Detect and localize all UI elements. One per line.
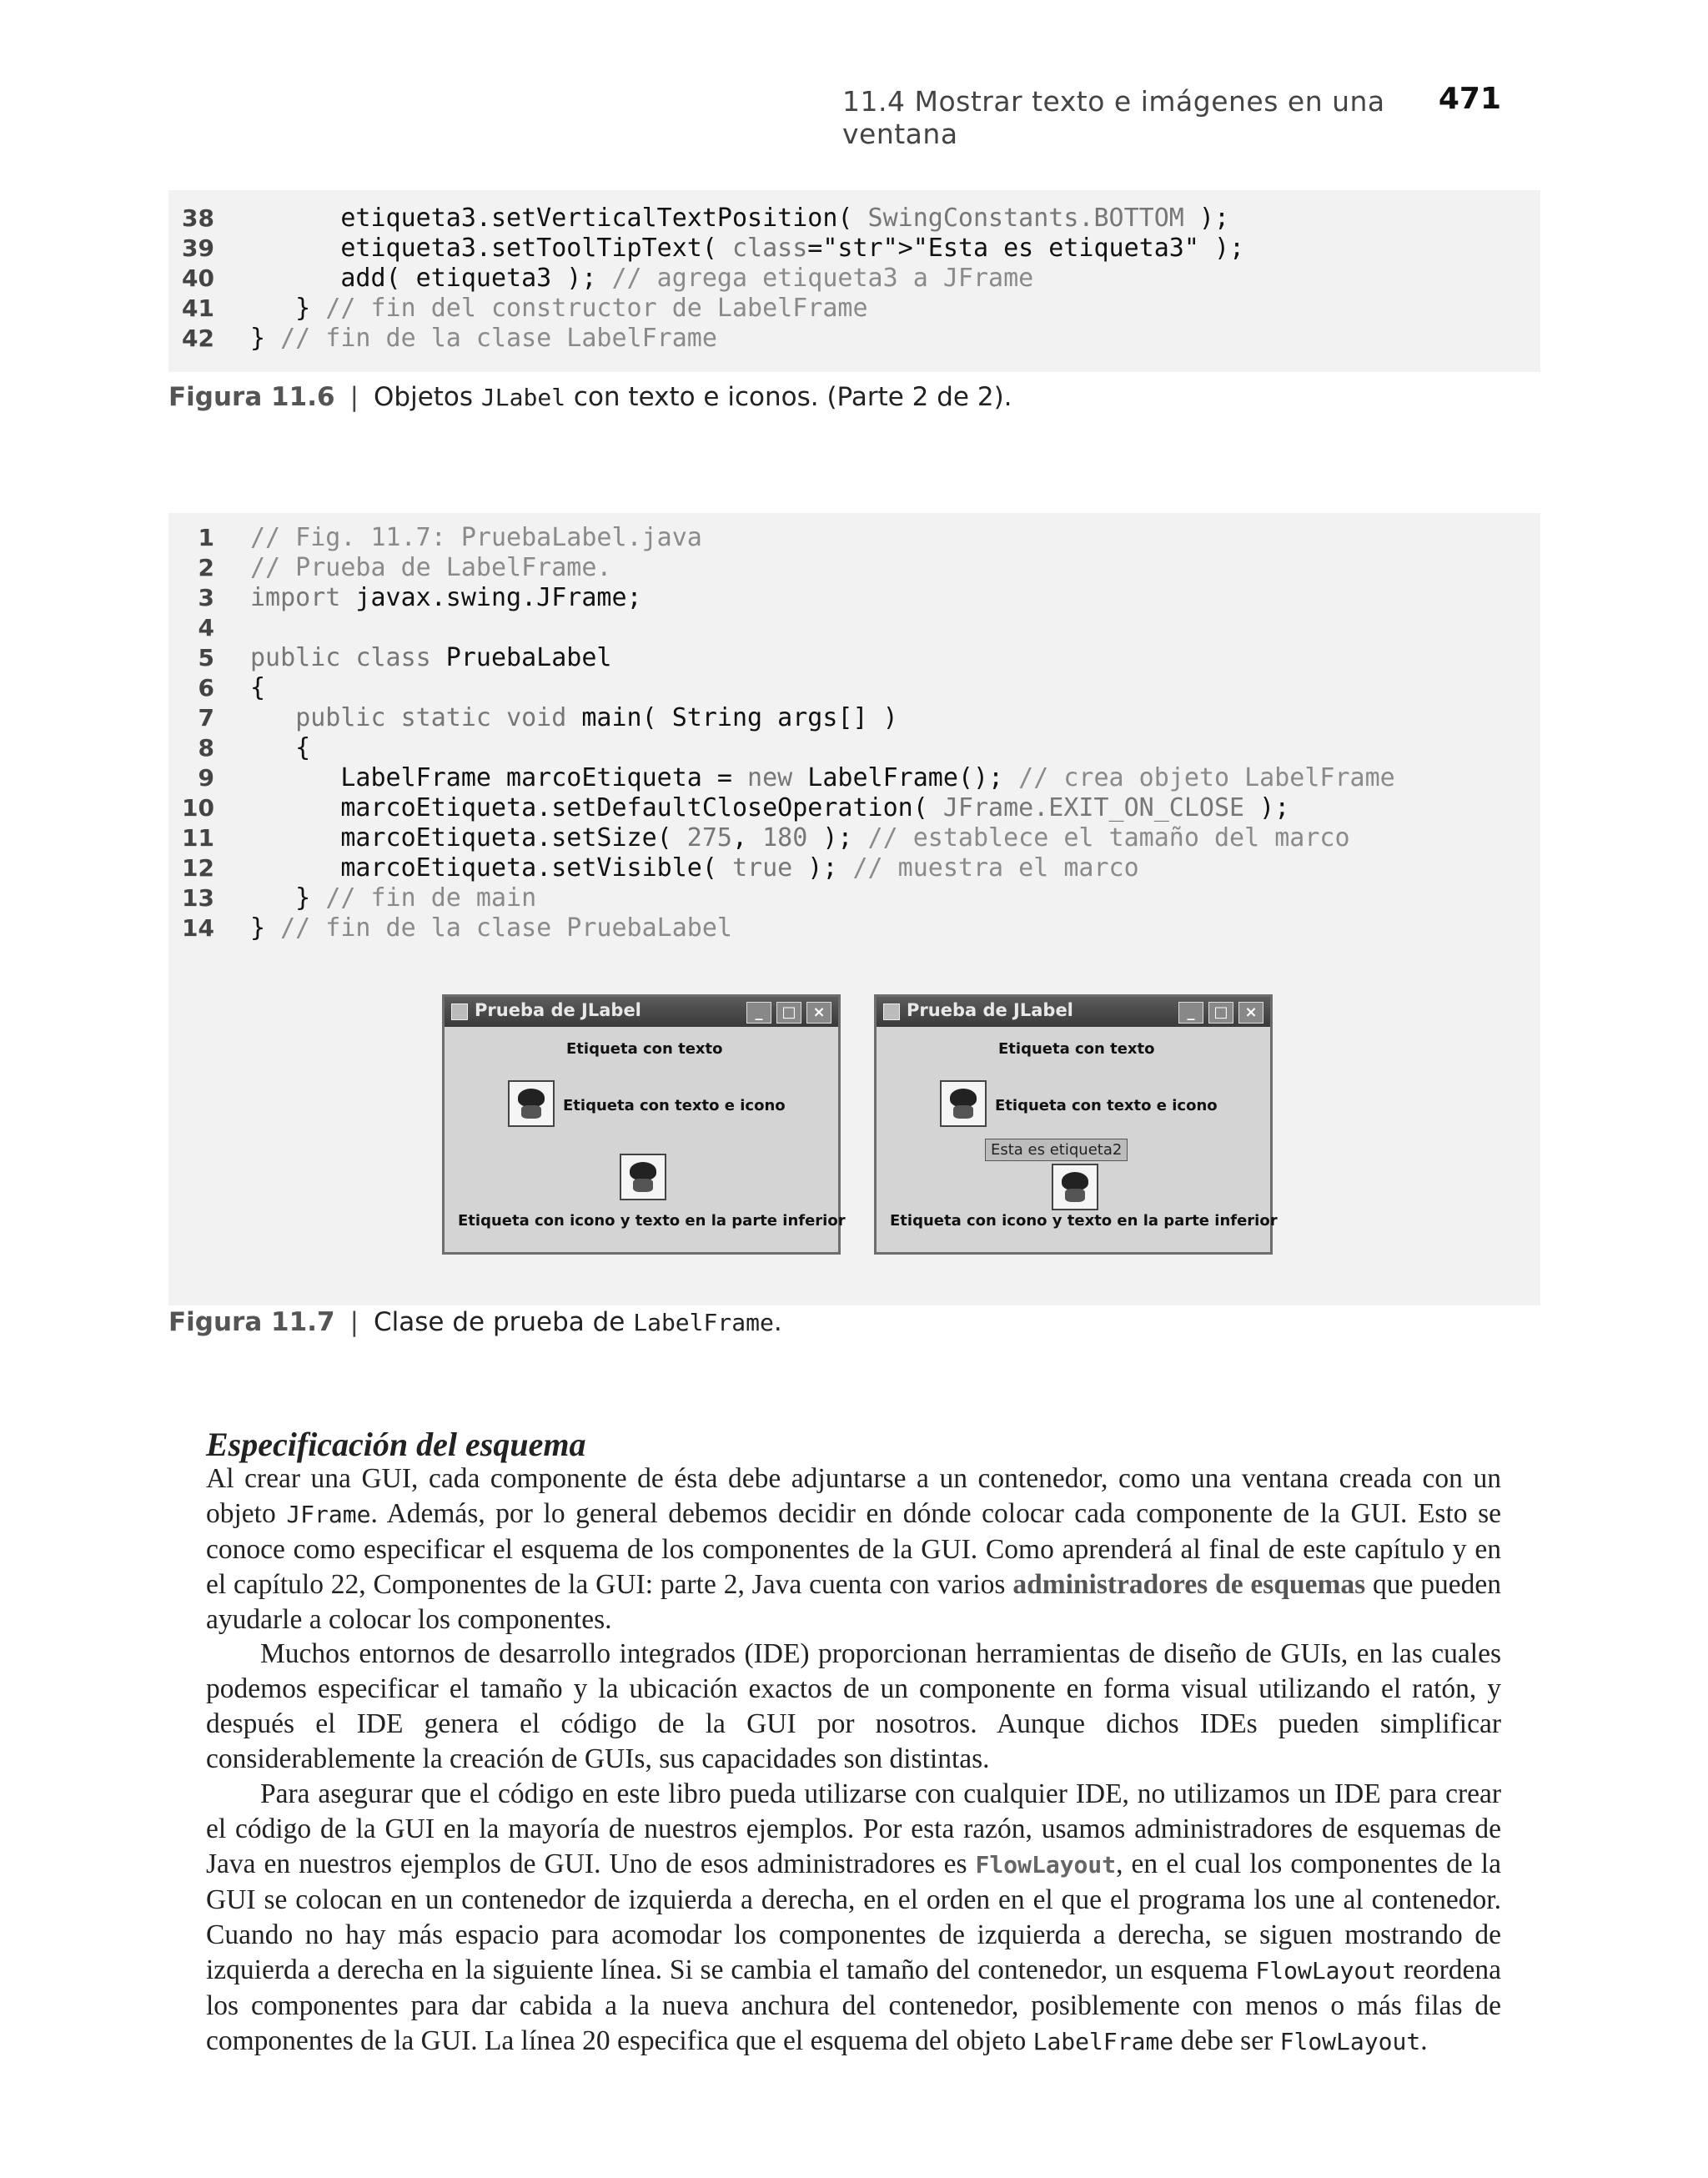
line-number: 12 bbox=[182, 854, 214, 882]
paragraph-3 bbox=[206, 1777, 1501, 2060]
inline-code: FlowLayout bbox=[1255, 1957, 1396, 1984]
java-app-icon bbox=[883, 1003, 900, 1020]
line-number: 1 bbox=[198, 524, 214, 551]
line-number: 41 bbox=[182, 294, 214, 322]
code-text: marcoEtiqueta.setVisible( true ); // muestra el marco bbox=[250, 853, 1139, 883]
code-line bbox=[168, 793, 1540, 823]
line-number: 13 bbox=[182, 884, 214, 912]
figure-caption-11-7 bbox=[168, 1307, 782, 1337]
line-number: 11 bbox=[182, 824, 214, 852]
line-number: 10 bbox=[182, 794, 214, 822]
code-line bbox=[168, 613, 1540, 643]
paragraph-text: . Además, por lo general debemos decidir en dónde colocar cada componente de la GUI. Esto se conoce como especificar el esquema de los componentes de la GUI. Como aprenderá al final de este capítulo y en el capítulo 22, Componentes de la GUI: parte 2, Java cuenta con varios bbox=[206, 1498, 1501, 1600]
page-number: 471 bbox=[1438, 82, 1501, 116]
bug-icon bbox=[508, 1080, 555, 1127]
code-line bbox=[168, 703, 1540, 733]
line-number: 2 bbox=[198, 554, 214, 581]
code-text: } // fin del constructor de LabelFrame bbox=[250, 294, 868, 323]
code-listing-fig-11-6 bbox=[168, 190, 1540, 372]
code-line bbox=[168, 763, 1540, 793]
caption-separator: | bbox=[349, 1307, 359, 1337]
line-number: 39 bbox=[182, 234, 214, 262]
figure-caption-11-6 bbox=[168, 382, 1012, 412]
inline-code: FlowLayout bbox=[1279, 2028, 1421, 2055]
code-text: public static void main( String args[] ) bbox=[295, 703, 898, 732]
code-text: public class PruebaLabel bbox=[250, 643, 612, 672]
code-text: import javax.swing.JFrame; bbox=[250, 583, 642, 612]
line-number: 6 bbox=[198, 674, 214, 702]
code-text: etiqueta3.setToolTipText( class="str">"Esta es etiqueta3" ); bbox=[250, 234, 1245, 263]
key-term: administradores de esquemas bbox=[1012, 1569, 1366, 1600]
paragraph-text: , en el cual los componentes de la GUI se colocan en un contenedor de izquierda a derecha, en el orden en el que el programa los une al contenedor. Cuando no hay más espacio para acomodar los componentes de izquierda a derecha, se siguen mostrando de izquierda a derecha en la siguiente línea. Si se cambia el tamaño del contenedor, un esquema bbox=[206, 1849, 1501, 1985]
inline-code: FlowLayout bbox=[975, 1851, 1117, 1879]
window-title-bar bbox=[445, 997, 838, 1027]
line-number: 4 bbox=[198, 614, 214, 641]
code-text: marcoEtiqueta.setSize( 275, 180 ); // establece el tamaño del marco bbox=[250, 823, 1350, 853]
paragraph-text: Para asegurar que el código en este libro pueda utilizarse con cualquier IDE, no utilizamos un IDE para crear el código de la GUI en la mayoría de nuestros ejemplos. Por esta razón, usamos administradores de esquemas de Java en nuestros ejemplos de GUI. Uno de esos administradores es bbox=[206, 1778, 1501, 1879]
line-number: 3 bbox=[198, 584, 214, 611]
code-line bbox=[168, 324, 1540, 354]
inline-code: JFrame bbox=[286, 1501, 371, 1528]
code-line bbox=[168, 853, 1540, 883]
caption-separator: | bbox=[349, 382, 359, 412]
code-text: // Prueba de LabelFrame. bbox=[250, 553, 612, 582]
paragraph-text: Muchos entornos de desarrollo integrados (IDE) proporcionan herramientas de diseño de GUIs, en las cuales podemos especificar el tamaño y la ubicación exactos de un componente en forma visual utilizando el ratón, y después el IDE genera el código de la GUI por nosotros. Aunque dichos IDEs pueden simplificar considerablemente la creación de GUIs, sus capacidades son distintas. bbox=[206, 1638, 1501, 1774]
jlabel-window-1 bbox=[442, 994, 846, 1255]
code-text: etiqueta3.setVerticalTextPosition( SwingConstants.BOTTOM ); bbox=[250, 204, 1230, 233]
line-number: 14 bbox=[182, 914, 214, 942]
minimize-icon[interactable]: _ bbox=[746, 1002, 771, 1024]
code-line bbox=[168, 523, 1540, 553]
line-number: 38 bbox=[182, 204, 214, 232]
code-text: } // fin de la clase LabelFrame bbox=[250, 324, 717, 353]
window-title-bar bbox=[877, 997, 1270, 1027]
code-line bbox=[168, 583, 1540, 613]
code-line bbox=[168, 204, 1540, 234]
code-text: add( etiqueta3 ); // agrega etiqueta3 a JFrame bbox=[250, 264, 1034, 293]
code-line bbox=[168, 643, 1540, 673]
caption-text-end: con texto e iconos. (Parte 2 de 2). bbox=[565, 382, 1012, 412]
label-text-and-icon: Etiqueta con texto e icono bbox=[563, 1097, 786, 1114]
code-line bbox=[168, 913, 1540, 943]
caption-code: LabelFrame bbox=[633, 1309, 774, 1336]
label-icon-text-bottom: Etiqueta con icono y texto en la parte inferior bbox=[890, 1212, 1278, 1230]
maximize-icon[interactable]: □ bbox=[776, 1002, 801, 1024]
bug-icon bbox=[1052, 1164, 1098, 1210]
close-icon[interactable]: × bbox=[1238, 1002, 1263, 1024]
code-text: } // fin de main bbox=[250, 883, 537, 913]
label-text-only: Etiqueta con texto bbox=[998, 1040, 1155, 1058]
caption-code: JLabel bbox=[480, 384, 566, 411]
code-text: } // fin de la clase PruebaLabel bbox=[250, 913, 732, 943]
line-number: 7 bbox=[198, 704, 214, 732]
code-line bbox=[168, 234, 1540, 264]
paragraph-2 bbox=[206, 1637, 1501, 1777]
window-content bbox=[882, 1032, 1278, 1247]
label-text-only: Etiqueta con texto bbox=[566, 1040, 723, 1058]
paragraph-1 bbox=[206, 1461, 1501, 1637]
caption-text-end: . bbox=[773, 1307, 782, 1337]
paragraph-text: Al crear una GUI, cada componente de ésta debe adjuntarse a un contenedor, como una ventana creada con un objeto bbox=[206, 1463, 1501, 1529]
code-text: marcoEtiqueta.setDefaultCloseOperation( JFrame.EXIT_ON_CLOSE ); bbox=[250, 793, 1290, 822]
window-content bbox=[450, 1032, 846, 1247]
line-number: 40 bbox=[182, 264, 214, 292]
code-listing-fig-11-7 bbox=[168, 513, 1540, 1305]
code-text: { bbox=[250, 673, 266, 702]
code-text: LabelFrame marcoEtiqueta = new LabelFrame(); // crea objeto LabelFrame bbox=[250, 763, 1395, 792]
bug-icon bbox=[940, 1080, 987, 1127]
inline-code: LabelFrame bbox=[1032, 2028, 1174, 2055]
line-number: 8 bbox=[198, 734, 214, 762]
paragraph-text: debe ser bbox=[1173, 2025, 1280, 2056]
paragraph-text: que pueden ayudarle a colocar los componentes. bbox=[206, 1569, 1502, 1635]
figure-number: Figura 11.7 bbox=[168, 1307, 335, 1337]
caption-text: Objetos bbox=[374, 382, 481, 412]
line-number: 5 bbox=[198, 644, 214, 672]
section-title: Especificación del esquema bbox=[206, 1426, 586, 1463]
caption-text: Clase de prueba de bbox=[374, 1307, 634, 1337]
code-line bbox=[168, 264, 1540, 294]
bug-icon bbox=[620, 1154, 666, 1200]
window-title: Prueba de JLabel bbox=[907, 1000, 1073, 1020]
close-icon[interactable]: × bbox=[806, 1002, 831, 1024]
jlabel-window-2 bbox=[874, 994, 1278, 1255]
line-number: 42 bbox=[182, 324, 214, 352]
tooltip: Esta es etiqueta2 bbox=[985, 1139, 1128, 1161]
minimize-icon[interactable]: _ bbox=[1178, 1002, 1203, 1024]
code-line bbox=[168, 294, 1540, 324]
code-line bbox=[168, 553, 1540, 583]
code-line bbox=[168, 733, 1540, 763]
label-icon-text-bottom: Etiqueta con icono y texto en la parte inferior bbox=[458, 1212, 846, 1230]
code-line bbox=[168, 823, 1540, 853]
java-app-icon bbox=[451, 1003, 468, 1020]
paragraph-text: . bbox=[1420, 2025, 1428, 2056]
label-text-and-icon: Etiqueta con texto e icono bbox=[995, 1097, 1218, 1114]
running-header bbox=[842, 80, 1501, 150]
code-text: // Fig. 11.7: PruebaLabel.java bbox=[250, 523, 702, 552]
window-title: Prueba de JLabel bbox=[475, 1000, 641, 1020]
code-text: { bbox=[250, 733, 311, 762]
line-number: 9 bbox=[198, 764, 214, 792]
code-line bbox=[168, 883, 1540, 913]
code-line bbox=[168, 673, 1540, 703]
figure-number: Figura 11.6 bbox=[168, 382, 335, 412]
section-heading: 11.4 Mostrar texto e imágenes en una ventana bbox=[842, 85, 1385, 150]
paragraph-text: reordena los componentes para dar cabida a la nueva anchura del contenedor, posiblemente con menos o más filas de componentes de la GUI. La línea 20 especifica que el esquema del objeto bbox=[206, 1954, 1501, 2056]
maximize-icon[interactable]: □ bbox=[1208, 1002, 1233, 1024]
